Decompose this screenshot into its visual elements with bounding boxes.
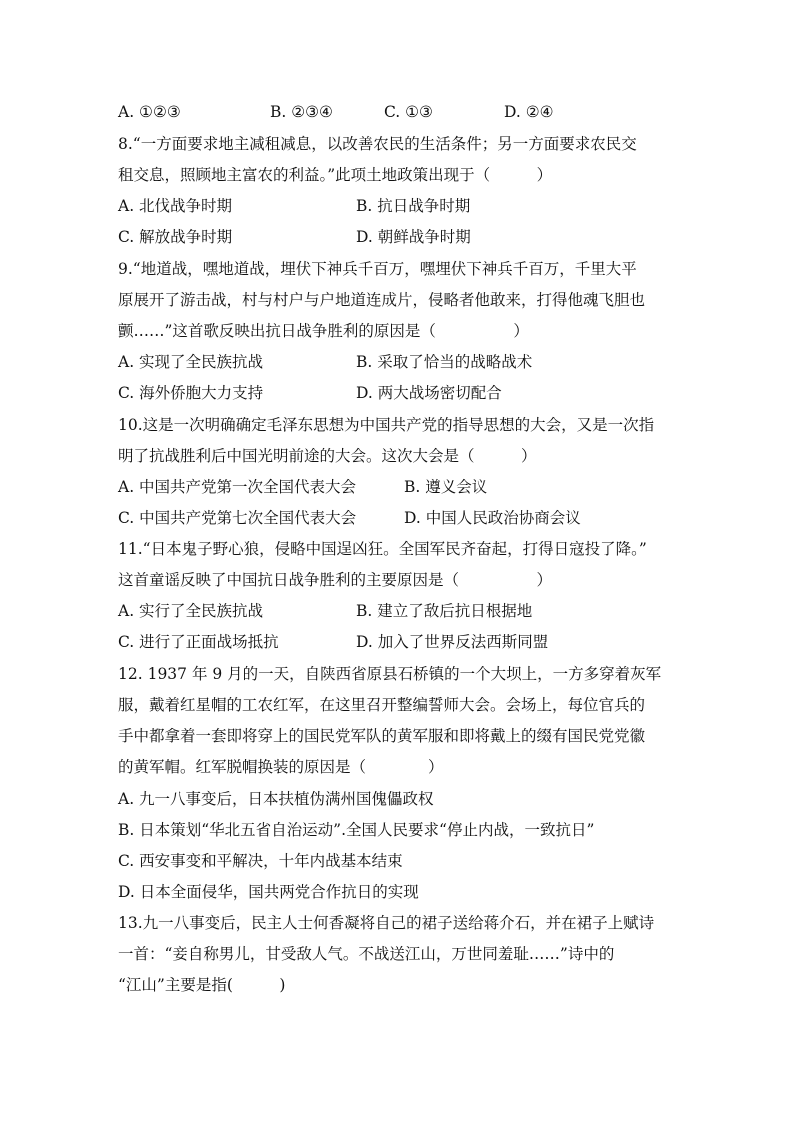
q8-option-a: A. 北伐战争时期 xyxy=(118,197,233,215)
q9-stem-line-3: 颤……”这首歌反映出抗日战争胜利的原因是（ ） xyxy=(118,322,529,340)
q8-option-d: D. 朝鲜战争时期 xyxy=(356,228,471,246)
q7-option-d: D. ②④ xyxy=(504,103,554,121)
q10-option-d: D. 中国人民政治协商会议 xyxy=(404,509,581,527)
q13-stem-line-3: “江山”主要是指( ) xyxy=(118,976,286,994)
q10-option-b: B. 遵义会议 xyxy=(404,478,488,496)
q10-option-c: C. 中国共产党第七次全国代表大会 xyxy=(118,509,357,527)
q12-option-a: A. 九一八事变后，日本扶植伪满州国傀儡政权 xyxy=(118,790,434,808)
q12-option-c: C. 西安事变和平解决，十年内战基本结束 xyxy=(118,852,403,870)
q12-stem-line-2: 服，戴着红星帽的工农红军，在这里召开整编誓师大会。会场上，每位官兵的 xyxy=(118,696,646,714)
q13-stem-line-2: 一首：“妾自称男儿，甘受敌人气。不战送江山，万世同羞耻……”诗中的 xyxy=(118,945,615,963)
q11-option-c: C. 进行了正面战场抵抗 xyxy=(118,633,279,651)
q9-option-b: B. 采取了恰当的战略战术 xyxy=(356,353,533,371)
q8-option-b: B. 抗日战争时期 xyxy=(356,197,471,215)
q9-option-a: A. 实现了全民族抗战 xyxy=(118,353,264,371)
q8-stem-line-1: 8.“一方面要求地主减租减息，以改善农民的生活条件；另一方面要求农民交 xyxy=(118,135,637,153)
q11-option-b: B. 建立了敌后抗日根据地 xyxy=(356,602,533,620)
q12-option-d: D. 日本全面侵华，国共两党合作抗日的实现 xyxy=(118,883,419,901)
q11-option-a: A. 实行了全民族抗战 xyxy=(118,602,264,620)
q9-option-d: D. 两大战场密切配合 xyxy=(356,384,502,402)
q7-option-c: C. ①③ xyxy=(384,103,433,121)
q12-stem-line-4: 的黄军帽。红军脱帽换装的原因是（ ） xyxy=(118,758,444,776)
q12-stem-line-1: 12. 1937 年 9 月的一天，自陕西省原县石桥镇的一个大坝上，一方多穿着灰军 xyxy=(118,665,662,683)
q10-stem-line-1: 10.这是一次明确确定毛泽东思想为中国共产党的指导思想的大会，又是一次指 xyxy=(118,416,655,434)
q13-stem-line-1: 13.九一八事变后，民主人士何香凝将自己的裙子送给蒋介石，并在裙子上赋诗 xyxy=(118,914,655,932)
q9-stem-line-1: 9.“地道战，嘿地道战，埋伏下神兵千百万，嘿埋伏下神兵千百万，千里大平 xyxy=(118,260,637,278)
q11-stem-line-1: 11.“日本鬼子野心狼，侵略中国逞凶狂。全国军民齐奋起，打得日寇投了降。” xyxy=(118,540,647,558)
q9-stem-line-2: 原展开了游击战，村与村户与户地道连成片，侵略者他敢来，打得他魂飞胆也 xyxy=(118,291,646,309)
q8-stem-line-2: 租交息，照顾地主富农的利益。”此项土地政策出现于（ ） xyxy=(118,166,553,184)
q8-option-c: C. 解放战争时期 xyxy=(118,228,233,246)
q10-stem-line-2: 明了抗战胜利后中国光明前途的大会。这次大会是（ ） xyxy=(118,447,537,465)
q9-option-c: C. 海外侨胞大力支持 xyxy=(118,384,264,402)
q7-option-b: B. ②③④ xyxy=(270,103,333,121)
q10-option-a: A. 中国共产党第一次全国代表大会 xyxy=(118,478,357,496)
q12-stem-line-3: 手中都拿着一套即将穿上的国民党军队的黄军服和即将戴上的缀有国民党党徽 xyxy=(118,727,646,745)
q7-option-a: A. ①②③ xyxy=(118,103,181,121)
q11-option-d: D. 加入了世界反法西斯同盟 xyxy=(356,633,549,651)
q12-option-b: B. 日本策划“华北五省自治运动”.全国人民要求“停止内战，一致抗日” xyxy=(118,821,595,839)
q11-stem-line-2: 这首童谣反映了中国抗日战争胜利的主要原因是（ ） xyxy=(118,571,553,589)
